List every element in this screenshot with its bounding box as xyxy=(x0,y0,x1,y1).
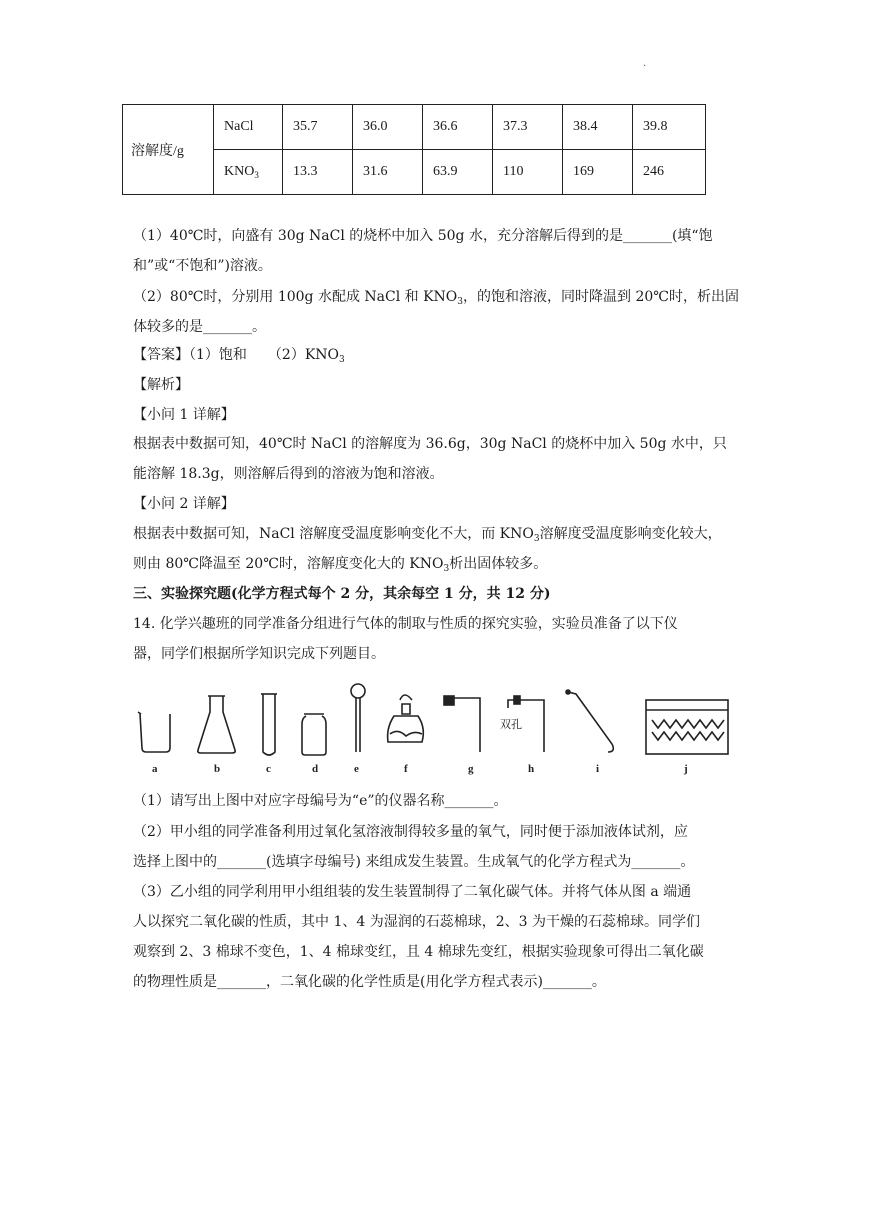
alcohol-lamp-icon xyxy=(388,695,424,742)
gas-jar-icon xyxy=(302,714,326,755)
section3-heading: 三、实验探究题(化学方程式每个 2 分，其余每空 1 分，共 12 分) xyxy=(133,586,551,602)
table-cell: 246 xyxy=(633,150,706,195)
table-cell: 169 xyxy=(563,150,633,195)
table-cell: 36.6 xyxy=(423,105,493,150)
substance-name: NaCl xyxy=(214,105,283,150)
q13-part1-line1: （1）40℃时，向盛有 30g NaCl 的烧杯中加入 50g 水，充分溶解后得到的是_______(填“饱 xyxy=(133,228,713,244)
q13-part2-line2: 体较多的是_______。 xyxy=(133,319,266,335)
figure-label: a xyxy=(152,763,158,775)
table-cell: 31.6 xyxy=(353,150,423,195)
table-cell: 35.7 xyxy=(283,105,353,150)
header-mark: . xyxy=(643,58,647,69)
figure-note: 双孔 xyxy=(500,718,522,731)
sub2-line2: 则由 80℃降温至 20℃时，溶解度变化大的 $KNO_3$析出固体较多。 xyxy=(133,556,548,574)
figure-label: i xyxy=(596,763,600,775)
q14-part2-line1: （2）甲小组的同学准备利用过氧化氢溶液制得较多量的氧气，同时便于添加液体试剂，应 xyxy=(133,824,688,840)
test-tube-icon xyxy=(261,694,277,755)
sub1-line2: 能溶解 18.3g，则溶解后得到的溶液为饱和溶液。 xyxy=(133,466,444,482)
table-row xyxy=(123,105,706,150)
table-cell: 63.9 xyxy=(423,150,493,195)
answer-line: 【答案】（1）饱和 $(2)KNO_3$ xyxy=(133,347,345,365)
q13-part1-line2: 和”或“不饱和”)溶液。 xyxy=(133,258,272,274)
q14-part3-line1: （3）乙小组的同学利用甲小组组装的发生装置制得了二氧化碳气体。并将气体从图 a 端通 xyxy=(133,884,692,900)
q14-part1: （1）请写出上图中对应字母编号为“e”的仪器名称_______。 xyxy=(133,793,508,809)
apparatus-figure xyxy=(132,676,740,782)
figure-label: j xyxy=(684,763,688,775)
water-trough-icon xyxy=(646,700,728,754)
q14-part3-line2: 人以探究二氧化碳的性质，其中 1、4 为湿润的石蕊棉球，2、3 为干燥的石蕊棉球。同学们 xyxy=(133,914,700,930)
table-cell: 110 xyxy=(493,150,563,195)
sub2-title: 【小问 2 详解】 xyxy=(133,496,235,512)
sub1-title: 【小问 1 详解】 xyxy=(133,407,235,423)
q14-part2-line2: 选择上图中的_______(选填字母编号) 来组成发生装置。生成氧气的化学方程式为_______。 xyxy=(133,854,695,870)
table-cell: 37.3 xyxy=(493,105,563,150)
analysis-heading: 【解析】 xyxy=(133,377,189,393)
q14-part3-line4: 的物理性质是_______，二氧化碳的化学性质是(用化学方程式表示)_______。 xyxy=(133,974,606,990)
figure-label: f xyxy=(404,763,408,775)
solubility-table xyxy=(122,104,706,195)
table-cell: 13.3 xyxy=(283,150,353,195)
substance-name: $KNO_3$ xyxy=(214,150,283,195)
figure-label: e xyxy=(354,763,359,775)
table-cell: 39.8 xyxy=(633,105,706,150)
table-cell: 36.0 xyxy=(353,105,423,150)
sub2-line1: 根据表中数据可知，NaCl 溶解度受温度影响变化不大，而 $KNO_3$溶解度受温度影响变化较大， xyxy=(133,526,722,544)
sub1-line1: 根据表中数据可知，40℃时 NaCl 的溶解度为 36.6g，30g NaCl 的烧杯中加入 50g 水中，只 xyxy=(133,436,727,452)
conical-flask-icon xyxy=(198,696,235,753)
beaker-icon xyxy=(138,712,170,752)
figure-label: d xyxy=(312,763,319,775)
figure-label: b xyxy=(214,763,221,775)
q13-part2-line1: （2）80℃时，分别用 100g 水配成 NaCl 和 $KNO_3$，的饱和溶液，同时降温到 20℃时，析出固 xyxy=(133,289,739,307)
figure-label: h xyxy=(528,763,535,775)
row-label: 溶解度/g xyxy=(123,105,214,195)
funnel-icon xyxy=(351,684,365,752)
q14-intro-line2: 器，同学们根据所学知识完成下列题目。 xyxy=(133,646,385,662)
stopper-tube-icon xyxy=(444,696,480,752)
figure-label: c xyxy=(266,763,271,775)
figure-label: g xyxy=(468,763,474,775)
q14-intro-line1: 14. 化学兴趣班的同学准备分组进行气体的制取与性质的探究实验，实验员准备了以下仪 xyxy=(133,616,678,632)
q14-part3-line3: 观察到 2、3 棉球不变色，1、4 棉球变红，且 4 棉球先变红，根据实验现象可得出二氧化碳 xyxy=(133,944,704,960)
table-cell: 38.4 xyxy=(563,105,633,150)
bent-tube-icon xyxy=(566,690,613,752)
